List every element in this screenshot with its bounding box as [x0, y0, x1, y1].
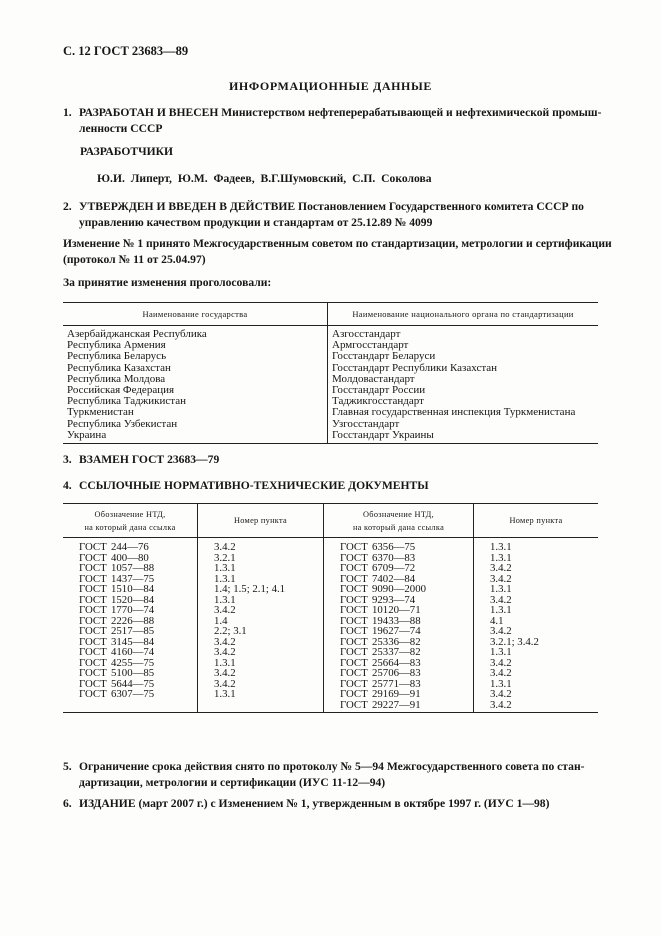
- ref-item-cell-left: 1.3.1: [198, 658, 324, 669]
- ref-item-cell-left: 3.4.2: [198, 637, 324, 648]
- ref-doc-prefix: ГОСТ: [79, 583, 107, 595]
- ref-item-cell-right: 3.4.2: [474, 700, 599, 713]
- item-2-line2: управлению качеством продукции и стандартам от 25.12.89 № 4099: [79, 216, 433, 229]
- ref-doc-number: 25664—83: [372, 656, 421, 669]
- item-5: [63, 759, 584, 791]
- item-3-number: 3.: [63, 453, 72, 466]
- ref-item-cell-left: 1.3.1: [198, 689, 324, 700]
- item-1-line2: ленности СССР: [79, 122, 163, 135]
- ref-item-cell-right: 1.3.1: [474, 538, 599, 553]
- reference-row: [63, 538, 598, 553]
- ref-doc-prefix: ГОСТ: [340, 562, 368, 574]
- ref-header-doc-right: [324, 504, 474, 538]
- ref-doc-prefix: ГОСТ: [79, 572, 107, 585]
- voting-table-body: [63, 326, 598, 444]
- item-1-number: 1.: [63, 106, 72, 119]
- ref-item-cell-right: 1.3.1: [474, 647, 599, 658]
- ref-doc-number: 1437—75: [111, 572, 155, 585]
- ref-doc-number: 9293—74: [372, 593, 416, 606]
- ref-item-cell-left: 3.4.2: [198, 668, 324, 679]
- ref-doc-number: 4255—75: [111, 656, 155, 669]
- ref-doc-number: 2226—88: [111, 614, 155, 627]
- ref-doc-prefix: ГОСТ: [79, 656, 107, 669]
- voting-table: [63, 302, 598, 444]
- ref-doc-number: 25336—82: [372, 635, 421, 648]
- voting-state-cell: Республика Молдова: [67, 372, 166, 385]
- item-4-text: ССЫЛОЧНЫЕ НОРМАТИВНО-ТЕХНИЧЕСКИЕ ДОКУМЕНТЫ: [79, 479, 429, 492]
- ref-item-cell-right: 1.3.1: [474, 605, 599, 616]
- ref-doc-prefix: ГОСТ: [340, 593, 368, 606]
- voting-body-cell: Госстандарт Украины: [328, 430, 599, 444]
- ref-doc-prefix: ГОСТ: [79, 646, 107, 658]
- ref-doc-cell-left: [63, 700, 198, 713]
- ref-doc-number: 6370—83: [372, 551, 416, 564]
- ref-item-cell-left: 1.3.1: [198, 574, 324, 585]
- item-4: [63, 478, 429, 494]
- ref-doc-number: 29169—91: [372, 688, 421, 700]
- ref-item-cell-right: 3.4.2: [474, 658, 599, 669]
- voting-body-cell: Молдовастандарт: [328, 374, 599, 385]
- reference-table-body: [63, 538, 598, 713]
- item-2-number: 2.: [63, 200, 72, 213]
- ref-doc-number: 9090—2000: [372, 583, 426, 595]
- ref-doc-number: 19433—88: [372, 614, 421, 627]
- voting-body-cell: Азгосстандарт: [328, 326, 599, 341]
- ref-doc-prefix: ГОСТ: [79, 677, 107, 690]
- ref-doc-number: 5644—75: [111, 677, 155, 690]
- ref-doc-number: 1770—74: [111, 604, 155, 616]
- voting-state-cell: Российская Федерация: [67, 384, 175, 397]
- ref-item-cell-left: 3.4.2: [198, 679, 324, 690]
- ref-doc-cell-left: [63, 538, 198, 553]
- ref-doc-cell-right: [324, 700, 474, 713]
- developers-names: Ю.И. Липерт, Ю.М. Фадеев, В.Г.Шумовский, С.П. Соколова: [97, 172, 432, 185]
- voted-label: За принятие изменения проголосовали:: [63, 276, 272, 289]
- ref-doc-prefix: ГОСТ: [340, 625, 368, 637]
- ref-item-cell-left: 3.4.2: [198, 647, 324, 658]
- ref-header-doc-left-line2: на который дана ссылка: [84, 522, 176, 532]
- amendment-line1: Изменение № 1 принято Межгосударственным советом по стандартизации, метрологии и сертификации: [63, 237, 612, 250]
- voting-state-cell: Республика Таджикистан: [67, 395, 186, 408]
- ref-doc-number: 25771—83: [372, 677, 421, 690]
- ref-doc-prefix: ГОСТ: [340, 698, 368, 711]
- ref-doc-prefix: ГОСТ: [340, 646, 368, 658]
- ref-doc-number: 6709—72: [372, 562, 416, 574]
- ref-doc-prefix: ГОСТ: [340, 688, 368, 700]
- ref-item-cell-left: 3.4.2: [198, 538, 324, 553]
- ref-doc-number: 10120—71: [372, 604, 421, 616]
- voting-body-cell: Узгосстандарт: [328, 419, 599, 430]
- amendment-line2: (протокол № 11 от 25.04.97): [63, 253, 206, 266]
- voting-header-body: Наименование национального органа по стандартизации: [328, 303, 599, 326]
- ref-doc-prefix: ГОСТ: [79, 667, 107, 679]
- page-header: С. 12 ГОСТ 23683—89: [63, 44, 189, 58]
- ref-item-cell-right: 1.3.1: [474, 679, 599, 690]
- ref-doc-prefix: ГОСТ: [340, 614, 368, 627]
- voting-body-cell: Госстандарт Республики Казахстан: [328, 363, 599, 374]
- ref-item-cell-left: 1.4: [198, 616, 324, 627]
- ref-item-cell-right: 3.4.2: [474, 668, 599, 679]
- item-6-text: ИЗДАНИЕ (март 2007 г.) с Изменением № 1, утвержденным в октябре 1997 г. (ИУС 1—98): [79, 797, 550, 810]
- item-2-line1: УТВЕРЖДЕН И ВВЕДЕН В ДЕЙСТВИЕ Постановлением Государственного комитета СССР по: [79, 200, 584, 213]
- voting-state-cell: Республика Казахстан: [67, 361, 171, 374]
- ref-doc-prefix: ГОСТ: [340, 572, 368, 585]
- ref-item-cell-right: 4.1: [474, 616, 599, 627]
- ref-item-cell-left: [198, 700, 324, 713]
- ref-item-cell-right: 3.2.1; 3.4.2: [474, 637, 599, 648]
- ref-doc-number: 29227—91: [372, 698, 421, 711]
- ref-doc-number: 19627—74: [372, 625, 421, 637]
- ref-doc-cell-right: [324, 538, 474, 553]
- reference-row: [63, 689, 598, 700]
- item-1-line1: РАЗРАБОТАН И ВНЕСЕН Министерством нефтеперерабатывающей и нефтехимической промыш-: [79, 106, 602, 119]
- amendment-note: [63, 236, 612, 268]
- ref-item-cell-left: 1.3.1: [198, 563, 324, 574]
- ref-item-cell-right: 3.4.2: [474, 574, 599, 585]
- ref-doc-prefix: ГОСТ: [340, 677, 368, 690]
- ref-doc-prefix: ГОСТ: [79, 614, 107, 627]
- item-5-line2: дартизации, метрологии и сертификации (ИУС 11-12—94): [79, 776, 386, 789]
- section-title: ИНФОРМАЦИОННЫЕ ДАННЫЕ: [229, 79, 432, 93]
- voting-body-cell: Главная государственная инспекция Туркменистана: [328, 407, 599, 418]
- ref-header-doc-right-line1: Обозначение НТД,: [363, 509, 434, 519]
- ref-doc-number: 400—80: [111, 551, 149, 564]
- ref-doc-number: 25337—82: [372, 646, 421, 658]
- ref-doc-prefix: ГОСТ: [79, 688, 107, 700]
- ref-doc-number: 244—76: [111, 541, 149, 553]
- ref-header-item-left: Номер пункта: [198, 504, 324, 538]
- ref-doc-prefix: ГОСТ: [340, 583, 368, 595]
- item-2: [63, 199, 584, 231]
- ref-doc-number: 1520—84: [111, 593, 155, 606]
- ref-item-cell-left: 2.2; 3.1: [198, 626, 324, 637]
- item-5-line1: Ограничение срока действия снято по протоколу № 5—94 Межгосударственного совета по стан-: [79, 760, 585, 773]
- voting-body-cell: Таджикгосстандарт: [328, 396, 599, 407]
- item-6: [63, 796, 549, 812]
- ref-item-cell-left: 1.3.1: [198, 595, 324, 606]
- voting-body-cell: Госстандарт Беларуси: [328, 351, 599, 362]
- voting-body-cell: Госстандарт России: [328, 385, 599, 396]
- ref-doc-number: 25706—83: [372, 667, 421, 679]
- item-1: [63, 105, 601, 137]
- ref-doc-number: 2517—85: [111, 625, 155, 637]
- ref-doc-number: 5100—85: [111, 667, 155, 679]
- voting-body-cell: Армгосстандарт: [328, 340, 599, 351]
- ref-item-cell-right: 3.4.2: [474, 626, 599, 637]
- ref-doc-number: 1057—88: [111, 562, 155, 574]
- ref-doc-number: 4160—74: [111, 646, 155, 658]
- ref-doc-prefix: ГОСТ: [340, 604, 368, 616]
- ref-doc-number: 6356—75: [372, 541, 416, 553]
- ref-doc-prefix: ГОСТ: [79, 541, 107, 553]
- item-3-text: ВЗАМЕН ГОСТ 23683—79: [79, 453, 220, 466]
- voting-state-cell: Туркменистан: [67, 406, 134, 419]
- reference-row: [63, 700, 598, 713]
- ref-doc-prefix: ГОСТ: [340, 551, 368, 564]
- ref-doc-prefix: ГОСТ: [340, 541, 368, 553]
- ref-doc-prefix: ГОСТ: [79, 604, 107, 616]
- item-6-number: 6.: [63, 797, 72, 810]
- ref-item-cell-right: 3.4.2: [474, 563, 599, 574]
- voting-header-state: Наименование государства: [63, 303, 328, 326]
- ref-doc-prefix: ГОСТ: [340, 635, 368, 648]
- voting-state-cell: Азербайджанская Республика: [67, 328, 207, 340]
- voting-state-cell: Республика Беларусь: [67, 350, 167, 363]
- ref-doc-prefix: ГОСТ: [79, 635, 107, 648]
- ref-doc-number: 3145—84: [111, 635, 155, 648]
- voting-state-cell: Республика Армения: [67, 339, 166, 352]
- voting-state-cell: Украина: [63, 430, 328, 444]
- ref-item-cell-right: 3.4.2: [474, 595, 599, 606]
- item-5-number: 5.: [63, 760, 72, 773]
- ref-item-cell-right: 3.4.2: [474, 689, 599, 700]
- ref-item-cell-left: 1.4; 1.5; 2.1; 4.1: [198, 584, 324, 595]
- ref-item-cell-left: 3.4.2: [198, 605, 324, 616]
- ref-doc-number: 1510—84: [111, 583, 155, 595]
- reference-table: [63, 503, 598, 713]
- ref-doc-prefix: ГОСТ: [79, 562, 107, 574]
- ref-item-cell-right: 1.3.1: [474, 584, 599, 595]
- voting-state-cell: Республика Узбекистан: [67, 417, 178, 430]
- ref-doc-prefix: ГОСТ: [340, 656, 368, 669]
- ref-item-cell-right: 1.3.1: [474, 553, 599, 564]
- ref-item-cell-left: 3.2.1: [198, 553, 324, 564]
- ref-header-item-right: Номер пункта: [474, 504, 599, 538]
- ref-doc-number: 6307—75: [111, 688, 155, 700]
- voting-row: [63, 351, 598, 362]
- voting-row: [63, 407, 598, 418]
- ref-doc-number: 7402—84: [372, 572, 416, 585]
- item-4-number: 4.: [63, 479, 72, 492]
- ref-doc-prefix: ГОСТ: [79, 551, 107, 564]
- voting-row: [63, 419, 598, 430]
- ref-header-doc-right-line2: на который дана ссылка: [352, 522, 445, 532]
- ref-doc-prefix: ГОСТ: [340, 667, 368, 679]
- ref-header-doc-left: [63, 504, 198, 538]
- ref-doc-cell-left: [63, 689, 198, 700]
- item-3: [63, 452, 219, 468]
- voting-row: [63, 326, 598, 341]
- ref-doc-prefix: ГОСТ: [79, 625, 107, 637]
- ref-header-doc-left-line1: Обозначение НТД,: [94, 509, 166, 519]
- ref-doc-prefix: ГОСТ: [79, 593, 107, 606]
- developers-label: РАЗРАБОТЧИКИ: [80, 145, 174, 158]
- voting-row: [63, 430, 598, 444]
